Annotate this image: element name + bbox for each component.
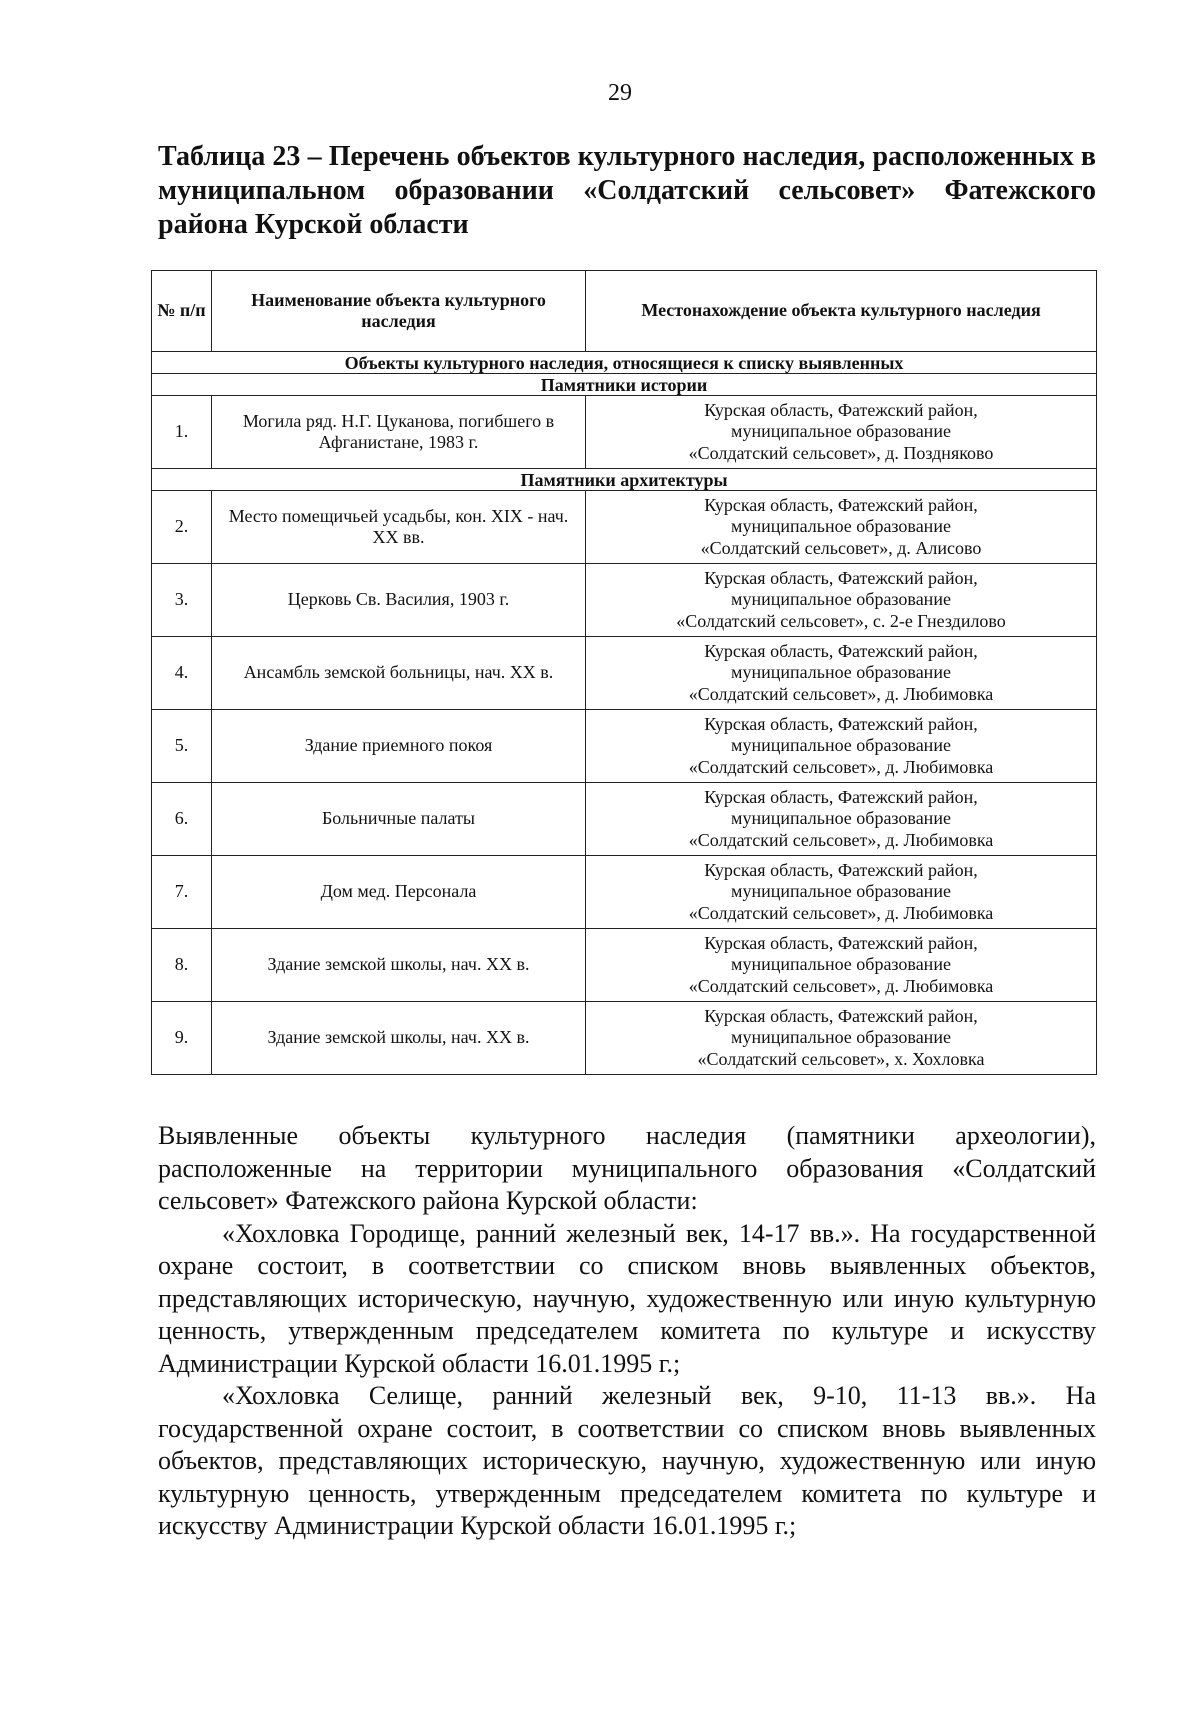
location-line: муниципальное образование [731,881,951,902]
row-name: Здание земской школы, нач. XX в. [212,929,586,1002]
location-line: Курская область, Фатежский район, [704,641,978,662]
site-paragraph: «Хохловка Городище, ранний железный век, 14-17 вв.». На государственной охране состоит, в соответствии со списком вновь выявленных объектов, представляющих историческую, научную, художественную или иную культурную ценность, утвержденным председателем комитета по культуре и искусству Администрации Курской области 16.01.1995 г.; [158,1218,1096,1378]
table-header-row [152,271,1097,352]
header-location: Местонахождение объекта культурного наследия [586,271,1097,352]
row-location [586,396,1097,469]
page-number: 29 [608,80,632,106]
intro-paragraph: Выявленные объекты культурного наследия (памятники археологии), расположенные на территории муниципального образования «Солдатский сельсовет» Фатежского района Курской области: [158,1121,1096,1215]
row-name: Дом мед. Персонала [212,856,586,929]
row-name: Могила ряд. Н.Г. Цуканова, погибшего в Афганистане, 1983 г. [212,396,586,469]
location-line: Курская область, Фатежский район, [704,787,978,808]
table-row [152,491,1097,564]
location-line: муниципальное образование [731,589,951,610]
row-name: Место помещичьей усадьбы, кон. XIX - нач. XX вв. [212,491,586,564]
heritage-table [151,270,1097,1075]
location-line: муниципальное образование [731,662,951,683]
table-title: Таблица 23 – Перечень объектов культурного наследия, расположенных в муниципальном образовании «Солдатский сельсовет» Фатежского района Курской области [158,141,1096,241]
location-line: Курская область, Фатежский район, [704,495,978,516]
row-location [586,564,1097,637]
location-line: муниципальное образование [731,421,951,442]
location-line: «Солдатский сельсовет», д. Алисово [700,537,982,558]
row-name: Здание приемного покоя [212,710,586,783]
location-line: муниципальное образование [731,808,951,829]
site-paragraph: «Хохловка Селище, ранний железный век, 9-10, 11-13 вв.». На государственной охране состоит, в соответствии со списком вновь выявленных объектов, представляющих историческую, научную, художественную или иную культурную ценность, утвержденным председателем комитета по культуре и искусству Администрации Курской области 16.01.1995 г.; [158,1381,1096,1540]
location-line: муниципальное образование [731,954,951,975]
row-num: 2. [152,491,212,564]
location-line: Курская область, Фатежский район, [704,933,978,954]
location-line: Курская область, Фатежский район, [704,860,978,881]
location-line: «Солдатский сельсовет», х. Хохловка [697,1048,985,1069]
row-location [586,929,1097,1002]
row-num: 6. [152,783,212,856]
location-line: Курская область, Фатежский район, [704,568,978,589]
row-num: 3. [152,564,212,637]
row-num: 4. [152,637,212,710]
location-line: «Солдатский сельсовет», д. Поздняково [688,442,994,463]
header-name: Наименование объекта культурного наследия [212,271,586,352]
row-num: 5. [152,710,212,783]
location-line: муниципальное образование [731,735,951,756]
location-line: «Солдатский сельсовет», д. Любимовка [688,829,994,850]
row-num: 1. [152,396,212,469]
location-line: Курская область, Фатежский район, [704,400,978,421]
section-title-architecture: Памятники архитектуры [152,469,1097,491]
row-name: Ансамбль земской больницы, нач. XX в. [212,637,586,710]
row-num: 7. [152,856,212,929]
table-row [152,929,1097,1002]
table-row [152,564,1097,637]
location-line: «Солдатский сельсовет», д. Любимовка [688,975,994,996]
header-num: № п/п [152,271,212,352]
row-name: Больничные палаты [212,783,586,856]
row-name: Церковь Св. Василия, 1903 г. [212,564,586,637]
table-row [152,710,1097,783]
location-line: Курская область, Фатежский район, [704,714,978,735]
table-row [152,783,1097,856]
location-line: муниципальное образование [731,516,951,537]
location-line: «Солдатский сельсовет», д. Любимовка [688,902,994,923]
row-location [586,637,1097,710]
row-location [586,491,1097,564]
table-row [152,396,1097,469]
row-location [586,856,1097,929]
table-row [152,1002,1097,1075]
row-num: 8. [152,929,212,1002]
location-line: «Солдатский сельсовет», д. Любимовка [688,756,994,777]
location-line: муниципальное образование [731,1027,951,1048]
location-line: «Солдатский сельсовет», д. Любимовка [688,683,994,704]
row-location [586,783,1097,856]
location-line: Курская область, Фатежский район, [704,1006,978,1027]
row-location [586,710,1097,783]
group-title: Объекты культурного наследия, относящиеся к списку выявленных [152,352,1097,374]
location-line: «Солдатский сельсовет», с. 2-е Гнездилово [676,610,1006,631]
row-location [586,1002,1097,1075]
table-row [152,856,1097,929]
body-text [158,1120,1096,1543]
row-name: Здание земской школы, нач. XX в. [212,1002,586,1075]
section-title-history: Памятники истории [152,374,1097,396]
row-num: 9. [152,1002,212,1075]
table-row [152,637,1097,710]
